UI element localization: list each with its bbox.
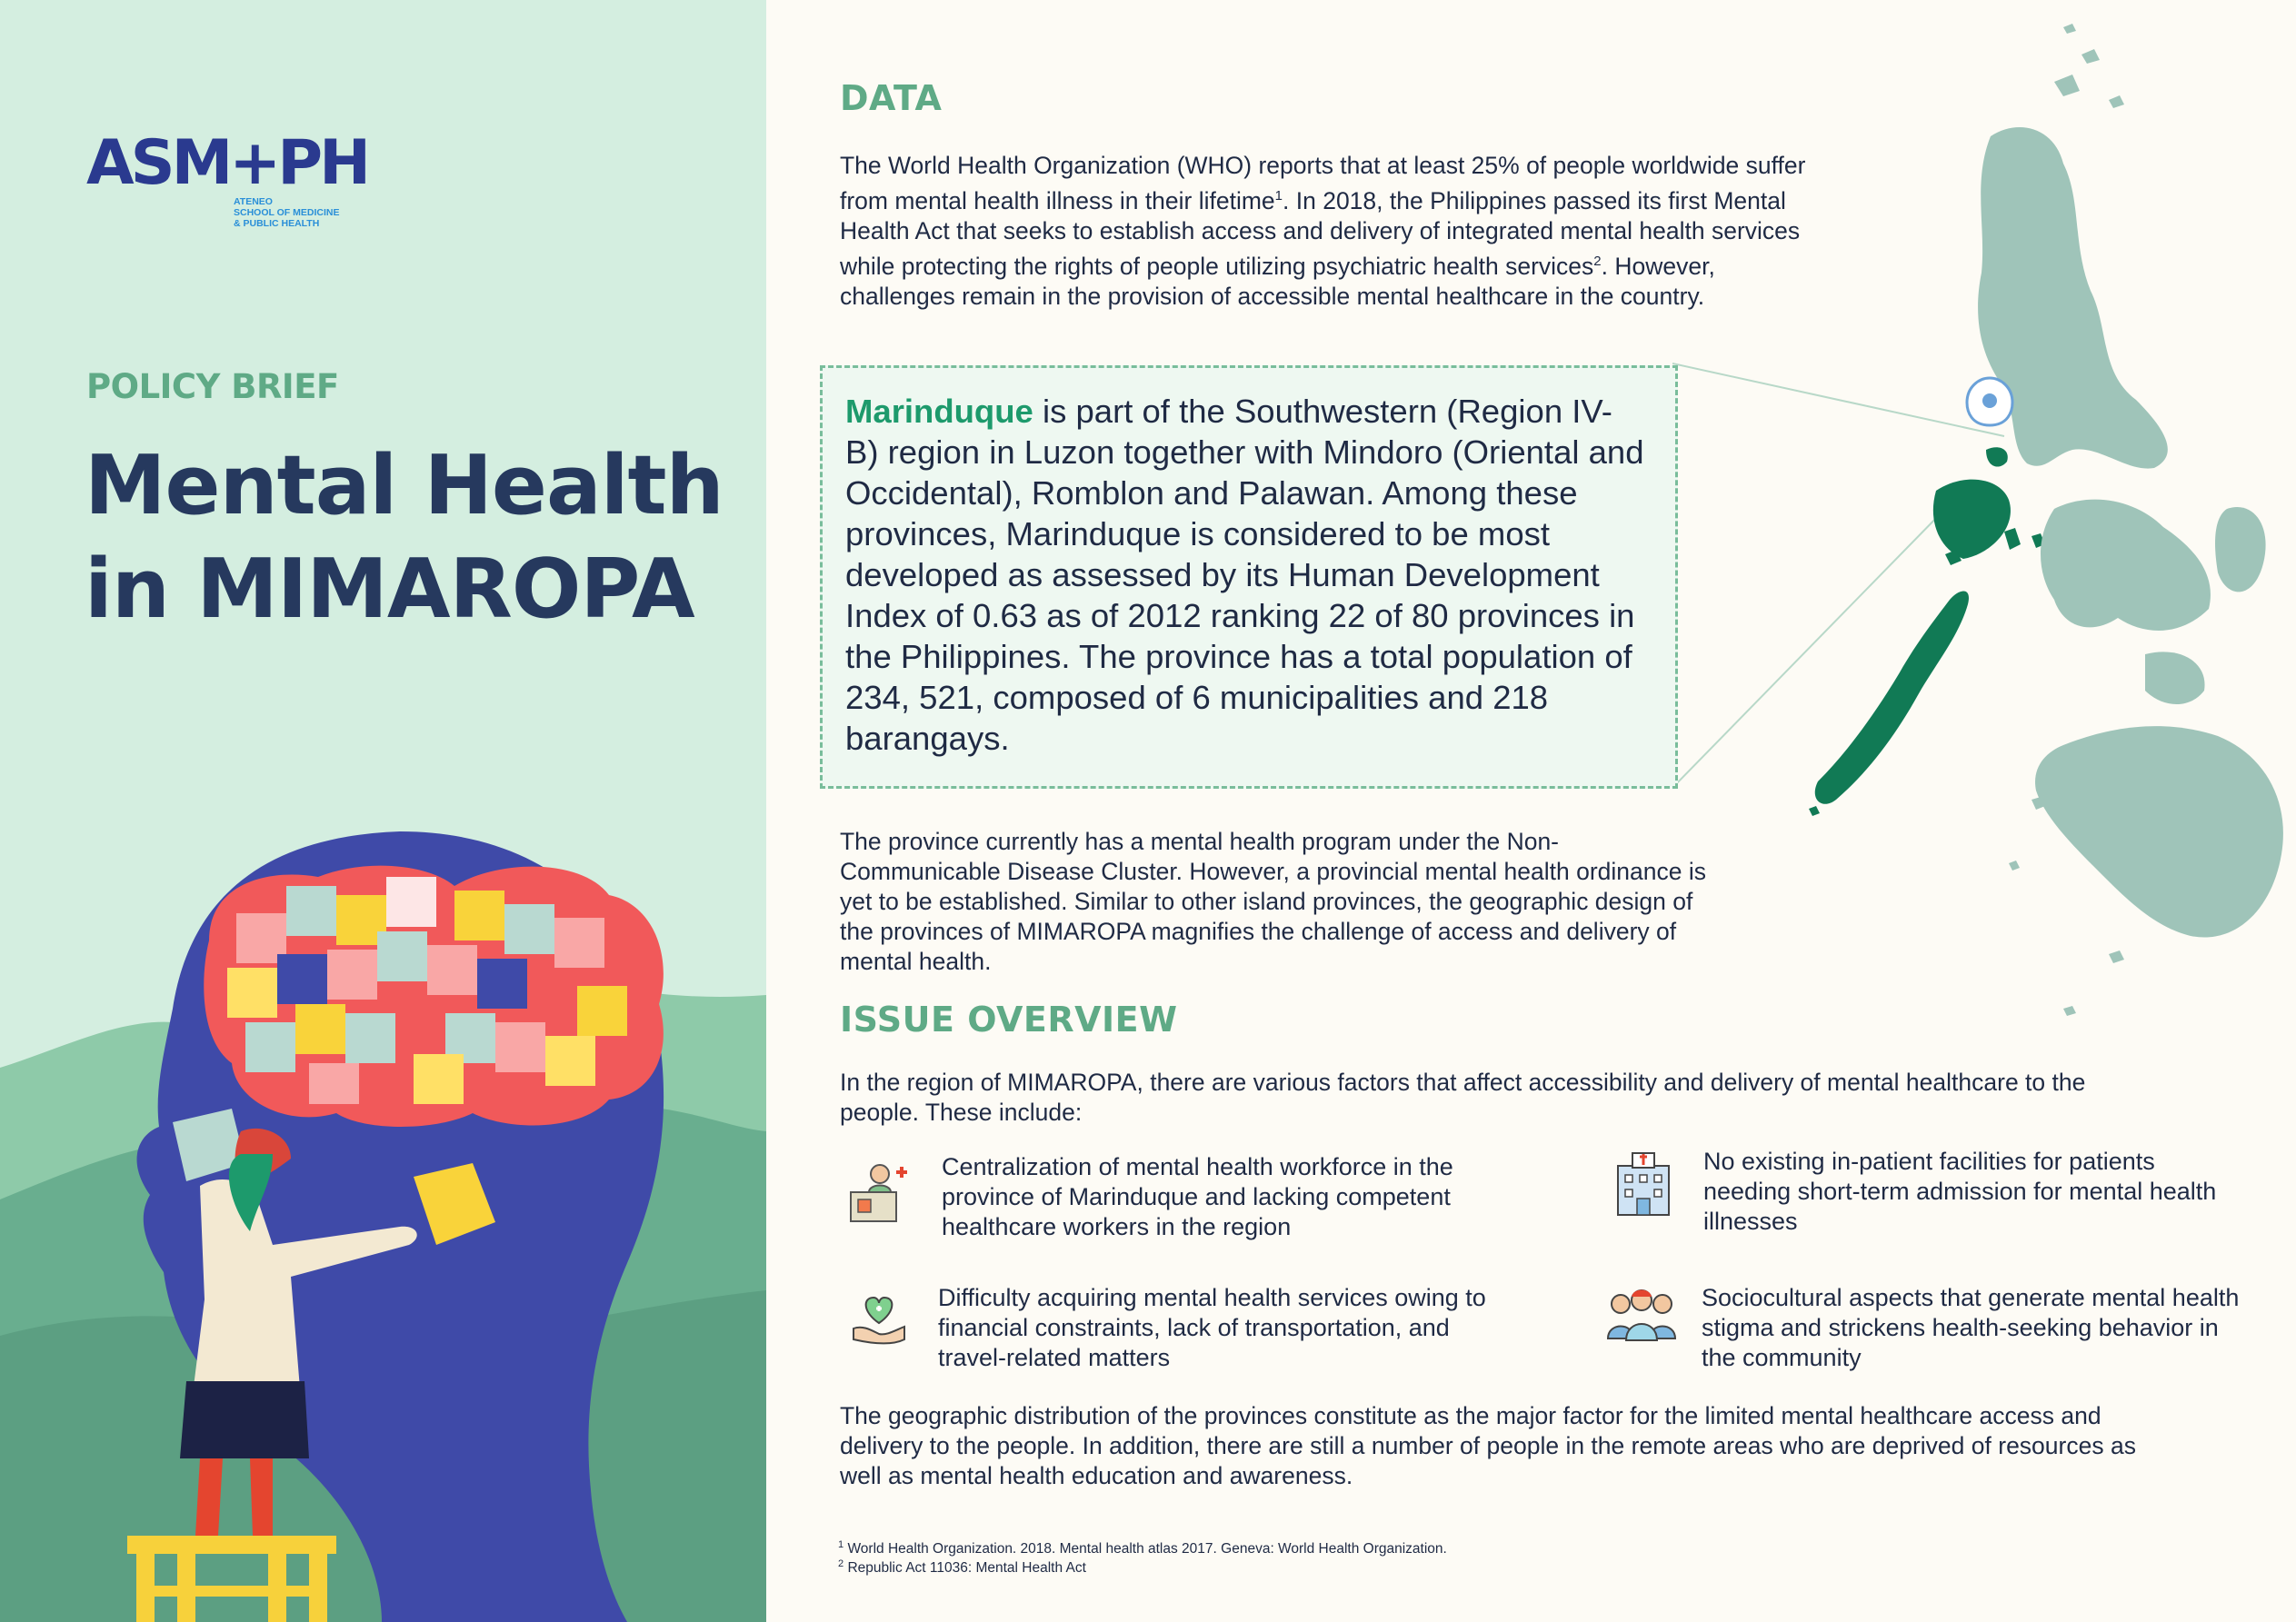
- marinduque-callout-text: [845, 391, 1645, 759]
- issue-item-3: Difficulty acquiring mental health services owing to financial constraints, lack of transportation, and travel-related matters: [938, 1284, 1486, 1371]
- heart-in-hand-icon: [850, 1289, 908, 1347]
- title-line-2: in MIMAROPA: [85, 542, 694, 637]
- conclusion-paragraph: The geographic distribution of the provinces constitute as the major factor for the limited mental healthcare access and delivery to the people. In addition, there are still a number of people in the remote areas who are deprived of resources as well as mental health education and awareness.: [840, 1402, 2136, 1489]
- cover-panel: [0, 0, 766, 1622]
- issue-item-2: No existing in-patient facilities for patients needing short-term admission for mental health illnesses: [1703, 1148, 2217, 1235]
- policy-brief-label: POLICY BRIEF: [86, 367, 339, 406]
- intro-part-3: . However, challenges remain in the provision of accessible mental healthcare in the country.: [840, 252, 1715, 310]
- issue-intro-paragraph: In the region of MIMAROPA, there are various factors that affect accessibility and delivery of mental healthcare to the people. These include:: [840, 1069, 2086, 1126]
- location-pin-icon: [1967, 378, 2012, 425]
- puzzle-brain: [204, 866, 664, 1127]
- page-title: [85, 434, 724, 642]
- logo-wordmark: ASM+PH: [86, 127, 367, 199]
- hospital-building-icon: [1609, 1149, 1678, 1217]
- logo-subtitle: ATENEO SCHOOL OF MEDICINE & PUBLIC HEALTH: [234, 196, 340, 229]
- footnote-ref-1: 1: [1274, 188, 1283, 204]
- footnote-2-text: Republic Act 11036: Mental Health Act: [847, 1560, 1086, 1577]
- data-heading: DATA: [840, 78, 943, 118]
- marinduque-highlight: Marinduque: [845, 393, 1033, 430]
- asmph-logo: [86, 127, 367, 229]
- community-people-icon: [1604, 1286, 1679, 1344]
- footnote-1-text: World Health Organization. 2018. Mental health atlas 2017. Geneva: World Health Organization.: [847, 1541, 1447, 1557]
- issue-item-1: Centralization of mental health workforce in the province of Marinduque and lacking competent healthcare workers in the region: [942, 1153, 1453, 1240]
- footnote-ref-2: 2: [1593, 253, 1602, 269]
- program-paragraph: The province currently has a mental health program under the Non-Communicable Disease Cluster. However, a provincial mental health ordinance is yet to be established. Similar to other island provinces, the geographic design of the provinces of MIMAROPA magnifies the challenge of access and delivery of mental health.: [840, 828, 1706, 975]
- health-worker-icon: [845, 1161, 913, 1223]
- intro-part-2: . In 2018, the Philippines passed its first Mental Health Act that seeks to establish access and delivery of integrated mental health services while protecting the rights of people utilizing psychiatric health services: [840, 186, 1801, 280]
- footnote-2-number: 2: [838, 1558, 844, 1569]
- data-intro-paragraph: [840, 151, 1822, 312]
- mental-health-illustration: [0, 0, 766, 1622]
- issue-overview-heading: ISSUE OVERVIEW: [840, 1000, 1178, 1040]
- issue-item-4: Sociocultural aspects that generate mental health stigma and strickens health-seeking behavior in the community: [1702, 1284, 2240, 1371]
- footnote-1-number: 1: [838, 1539, 844, 1550]
- footnote-2: [838, 1555, 1086, 1577]
- intro-part-1: The World Health Organization (WHO) reports that at least 25% of people worldwide suffer from mental health illness in their lifetime: [840, 152, 1806, 214]
- title-line-1: Mental Health: [85, 438, 724, 533]
- callout-body: is part of the Southwestern (Region IV-B) region in Luzon together with Mindoro (Oriental and Occidental), Romblon and Palawan. Among these provinces, Marinduque is considered to be most developed as assessed by its Human Development Index of 0.63 as of 2012 ranking 22 of 80 provinces in the Philippines. The province has a total population of 234, 521, composed of 6 municipalities and 218 barangays.: [845, 393, 1644, 757]
